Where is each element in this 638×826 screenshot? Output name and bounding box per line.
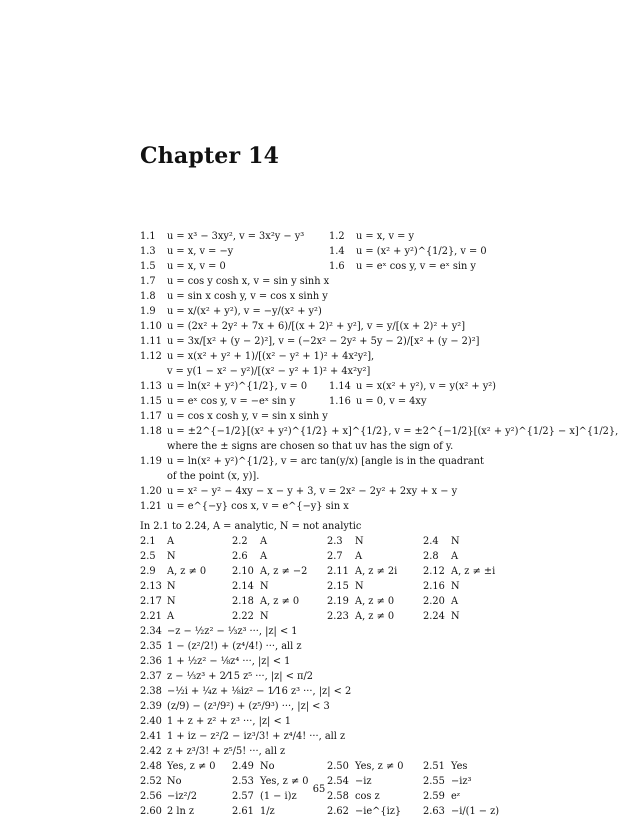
answer-text: −z − ½z² − ⅓z³ ···, |z| < 1 (167, 626, 298, 637)
problem-number: 2.61 (232, 806, 254, 817)
answer-text: Yes, z ≠ 0 (355, 761, 404, 772)
problem-number: 1.16 (329, 396, 351, 407)
problem-number: 1.6 (329, 261, 345, 272)
answer-text: 1 + z + z² + z³ ···, |z| < 1 (167, 716, 292, 727)
problem-number: 2.54 (327, 776, 349, 787)
series-row (140, 744, 520, 759)
answer-text: A (260, 551, 268, 562)
answer-text: A, z ≠ 0 (355, 596, 395, 607)
problem-number: 1.18 (140, 426, 162, 437)
problem-number: 2.23 (327, 611, 349, 622)
answer-row (140, 499, 520, 514)
answer-text: N (451, 536, 460, 547)
answer-text: u = x(x² + y² + 1)/[(x² − y² + 1)² + 4x²y²], (167, 351, 375, 362)
answer-text: A (167, 611, 175, 622)
answer-text: u = x² − y² − 4xy − x − y + 3, v = 2x² − 2y² + 2xy + x − y (167, 486, 458, 497)
answer-row (140, 394, 520, 409)
answer-text: A, z ≠ 0 (167, 566, 207, 577)
problem-number: 2.60 (140, 806, 162, 817)
problem-number: 2.59 (423, 791, 445, 802)
answer-text: of the point (x, y)]. (167, 471, 260, 482)
series-row (140, 624, 520, 639)
problem-number: 2.18 (232, 596, 254, 607)
problem-number: 2.49 (232, 761, 254, 772)
table-row (140, 549, 520, 564)
problem-number: 2.3 (327, 536, 343, 547)
problem-number: 2.11 (327, 566, 349, 577)
answer-text: 2 ln z (167, 806, 195, 817)
answer-row (140, 319, 520, 334)
problem-number: 2.7 (327, 551, 343, 562)
problem-number: 1.2 (329, 231, 345, 242)
problem-number: 2.53 (232, 776, 254, 787)
answer-row (140, 349, 520, 364)
answer-text: N (355, 536, 364, 547)
problem-number: 2.14 (232, 581, 254, 592)
table-row (140, 804, 520, 819)
problem-number: 1.4 (329, 246, 345, 257)
answer-text: u = eˣ cos y, v = eˣ sin y (356, 261, 476, 272)
problem-number: 1.13 (140, 381, 162, 392)
answer-text: A (167, 536, 175, 547)
answer-text: (1 − i)z (260, 791, 297, 802)
problem-number: 2.24 (423, 611, 445, 622)
table-row (140, 534, 520, 549)
answer-text: where the ± signs are chosen so that uv has the sign of y. (167, 441, 454, 452)
answer-text: A (355, 551, 363, 562)
answer-text: A, z ≠ 0 (260, 596, 300, 607)
problem-number: 2.19 (327, 596, 349, 607)
problem-number: 1.12 (140, 351, 162, 362)
table-row (140, 564, 520, 579)
answer-text: N (451, 611, 460, 622)
problem-number: 2.41 (140, 731, 162, 742)
answer-text: v = y(1 − x² − y²)/[(x² − y² + 1)² + 4x²y²] (167, 366, 371, 377)
answer-text: u = x³ − 3xy², v = 3x²y − y³ (167, 231, 305, 242)
answer-text: eᶻ (451, 791, 461, 802)
series-row (140, 714, 520, 729)
problem-number: 2.15 (327, 581, 349, 592)
problem-number: 2.57 (232, 791, 254, 802)
answer-text: N (167, 581, 176, 592)
answer-text: No (260, 761, 275, 772)
answer-text: u = 3x/[x² + (y − 2)²], v = (−2x² − 2y² + 5y − 2)/[x² + (y − 2)²] (167, 336, 480, 347)
problem-number: 2.52 (140, 776, 162, 787)
problem-number: 2.9 (140, 566, 156, 577)
series-row (140, 669, 520, 684)
problem-number: 2.13 (140, 581, 162, 592)
answer-text: N (451, 581, 460, 592)
problem-number: 2.8 (423, 551, 439, 562)
problem-number: 1.5 (140, 261, 156, 272)
problem-number: 2.6 (232, 551, 248, 562)
problem-number: 1.14 (329, 381, 351, 392)
answer-text: −iz²/2 (167, 791, 197, 802)
table-row (140, 759, 520, 774)
answer-text: N (355, 581, 364, 592)
problem-number: 1.1 (140, 231, 156, 242)
answer-text: Yes (451, 761, 468, 772)
answer-row (140, 379, 520, 394)
problem-number: 2.48 (140, 761, 162, 772)
answer-text: A (451, 596, 459, 607)
answer-text: −i/(1 − z) (451, 806, 500, 817)
problem-number: 1.10 (140, 321, 162, 332)
problem-number: 2.20 (423, 596, 445, 607)
answer-text: u = sin x cosh y, v = cos x sinh y (167, 291, 328, 302)
answer-text: A, z ≠ 0 (355, 611, 395, 622)
answer-row (140, 274, 520, 289)
answer-text: cos z (355, 791, 380, 802)
series-row (140, 639, 520, 654)
problem-number: 2.34 (140, 626, 162, 637)
problem-number: 2.50 (327, 761, 349, 772)
problem-number: 1.15 (140, 396, 162, 407)
problem-number: 2.12 (423, 566, 445, 577)
problem-number: 2.1 (140, 536, 156, 547)
answer-text: −iz³ (451, 776, 472, 787)
problem-number: 1.20 (140, 486, 162, 497)
problem-number: 2.36 (140, 656, 162, 667)
chapter-title: Chapter 14 (140, 143, 280, 169)
answer-text: N (167, 596, 176, 607)
answer-row (140, 424, 619, 439)
answer-row (140, 364, 520, 379)
answer-row (140, 259, 520, 274)
analytic-table (140, 519, 520, 819)
answer-text: N (260, 581, 269, 592)
problem-number: 2.4 (423, 536, 439, 547)
answer-text: u = x, v = −y (167, 246, 234, 257)
problem-number: 2.2 (232, 536, 248, 547)
answer-text: u = e^{−y} cos x, v = e^{−y} sin x (167, 501, 349, 512)
problem-number: 2.17 (140, 596, 162, 607)
answer-text: u = ln(x² + y²)^{1/2}, v = arc tan(y/x) [angle is in the quadrant (167, 456, 484, 467)
answer-text: u = eˣ cos y, v = −eˣ sin y (167, 396, 296, 407)
answer-text: (z/9) − (z³/9²) + (z⁵/9³) ···, |z| < 3 (167, 701, 330, 712)
problem-number: 1.17 (140, 411, 162, 422)
problem-number: 2.22 (232, 611, 254, 622)
answer-text: z + z³/3! + z⁵/5! ···, all z (167, 746, 286, 757)
table-intro: In 2.1 to 2.24, A = analytic, N = not analytic (140, 521, 362, 532)
problem-number: 2.16 (423, 581, 445, 592)
answer-text: 1 − (z²/2!) + (z⁴/4!) ···, all z (167, 641, 302, 652)
answer-text: A (260, 536, 268, 547)
table-row (140, 594, 520, 609)
problem-number: 1.21 (140, 501, 162, 512)
page-number: 65 (312, 784, 326, 795)
answer-text: A, z ≠ 2i (355, 566, 398, 577)
answer-row (140, 454, 520, 469)
answer-text: 1 + iz − z²/2 − iz³/3! + z⁴/4! ···, all z (167, 731, 346, 742)
answer-row (140, 439, 520, 454)
answer-text: −½i + ¼z + ⅛iz² − 1⁄16 z³ ···, |z| < 2 (167, 686, 352, 697)
problem-number: 1.19 (140, 456, 162, 467)
answer-text: N (167, 551, 176, 562)
answer-row (140, 469, 520, 484)
answer-row (140, 244, 520, 259)
answer-text: −ie^{iz} (355, 806, 402, 817)
answer-row (140, 484, 520, 499)
answer-text: u = cos y cosh x, v = sin y sinh x (167, 276, 330, 287)
table-row (140, 579, 520, 594)
problem-number: 2.39 (140, 701, 162, 712)
problem-number: 1.9 (140, 306, 156, 317)
problem-number: 2.62 (327, 806, 349, 817)
answer-text: u = x(x² + y²), v = y(x² + y²) (356, 381, 496, 392)
answer-text: No (167, 776, 182, 787)
answer-text: N (260, 611, 269, 622)
answer-text: u = x, v = 0 (167, 261, 226, 272)
problem-number: 2.37 (140, 671, 162, 682)
problem-number: 2.55 (423, 776, 445, 787)
problem-number: 1.8 (140, 291, 156, 302)
series-row (140, 699, 520, 714)
answer-text: u = (2x² + 2y² + 7x + 6)/[(x + 2)² + y²], v = y/[(x + 2)² + y²] (167, 321, 466, 332)
answer-text: A, z ≠ −2 (260, 566, 308, 577)
problem-number: 2.63 (423, 806, 445, 817)
problem-number: 2.42 (140, 746, 162, 757)
answer-text: u = (x² + y²)^{1/2}, v = 0 (356, 246, 487, 257)
answer-row (140, 229, 520, 244)
answer-text: 1 + ½z² − ⅛z⁴ ···, |z| < 1 (167, 656, 291, 667)
problem-number: 2.40 (140, 716, 162, 727)
answer-text: z − ⅓z³ + 2⁄15 z⁵ ···, |z| < π/2 (167, 671, 314, 682)
answer-text: u = ±2^{−1/2}[(x² + y²)^{1/2} + x]^{1/2}, v = ±2^{−1/2}[(x² + y²)^{1/2} − x]^{1/2}, (167, 426, 619, 437)
problem-number: 2.58 (327, 791, 349, 802)
answer-text: A (451, 551, 459, 562)
problem-number: 2.56 (140, 791, 162, 802)
series-row (140, 729, 520, 744)
problem-number: 2.10 (232, 566, 254, 577)
problem-number: 1.7 (140, 276, 156, 287)
answer-text: A, z ≠ ±i (451, 566, 496, 577)
answer-row (140, 409, 520, 424)
answer-text: −iz (355, 776, 372, 787)
answer-text: Yes, z ≠ 0 (260, 776, 309, 787)
table-row (140, 609, 520, 624)
answer-text: u = x, v = y (356, 231, 415, 242)
answer-text: Yes, z ≠ 0 (167, 761, 216, 772)
problem-number: 1.3 (140, 246, 156, 257)
answer-row (140, 289, 520, 304)
answer-row (140, 334, 520, 349)
problem-answers (140, 229, 619, 514)
problem-number: 2.21 (140, 611, 162, 622)
answer-text: 1/z (260, 806, 275, 817)
problem-number: 2.35 (140, 641, 162, 652)
problem-number: 2.5 (140, 551, 156, 562)
series-row (140, 684, 520, 699)
series-row (140, 654, 520, 669)
answer-text: u = x/(x² + y²), v = −y/(x² + y²) (167, 306, 322, 317)
answer-row (140, 304, 520, 319)
problem-number: 1.11 (140, 336, 162, 347)
answer-text: u = 0, v = 4xy (356, 396, 427, 407)
problem-number: 2.38 (140, 686, 162, 697)
answer-text: u = cos x cosh y, v = sin x sinh y (167, 411, 328, 422)
problem-number: 2.51 (423, 761, 445, 772)
answer-text: u = ln(x² + y²)^{1/2}, v = 0 (167, 381, 308, 392)
